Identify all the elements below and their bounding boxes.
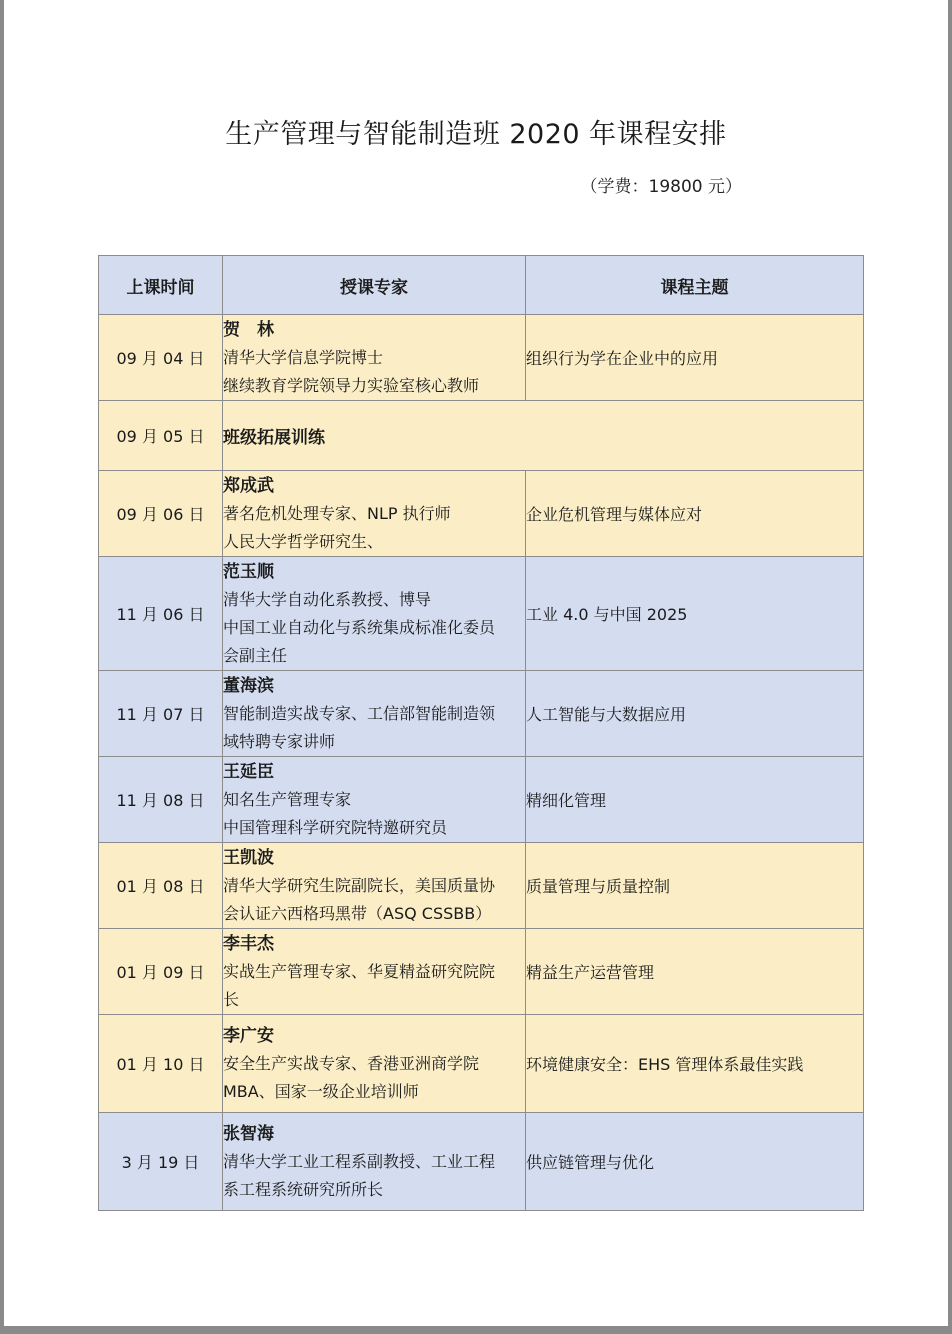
table-row (99, 843, 864, 929)
header-expert: 授课专家 (223, 256, 526, 315)
page-title: 生产管理与智能制造班 2020 年课程安排 (225, 119, 727, 150)
table-row (99, 471, 864, 557)
table-row (99, 1113, 864, 1211)
course-schedule-table (98, 255, 864, 1211)
row-topic: 供应链管理与优化 (526, 1113, 864, 1211)
row-expert (223, 1015, 526, 1113)
expert-description: 智能制造实战专家、工信部智能制造领 域特聘专家讲师 (223, 703, 496, 751)
tuition-fee: （学费：19800 元） (580, 177, 742, 197)
row-date: 3 月 19 日 (99, 1113, 223, 1211)
row-expert (223, 843, 526, 929)
table-header-row (99, 256, 864, 315)
row-expert (223, 1113, 526, 1211)
row-topic: 工业 4.0 与中国 2025 (526, 557, 864, 671)
table-row (99, 671, 864, 757)
expert-description: 清华大学自动化系教授、博导 中国工业自动化与系统集成标准化委员 会副主任 (223, 589, 496, 665)
table-row (99, 315, 864, 401)
expert-name: 董海滨 (223, 675, 274, 696)
row-topic: 企业危机管理与媒体应对 (526, 471, 864, 557)
table-row (99, 401, 864, 471)
row-topic: 精益生产运营管理 (526, 929, 864, 1015)
expert-description: 实战生产管理专家、华夏精益研究院院 长 (223, 961, 496, 1009)
row-expert (223, 557, 526, 671)
row-expert (223, 315, 526, 401)
row-date: 11 月 06 日 (99, 557, 223, 671)
row-date: 01 月 08 日 (99, 843, 223, 929)
row-topic: 质量管理与质量控制 (526, 843, 864, 929)
row-expert (223, 929, 526, 1015)
expert-name: 王延臣 (223, 761, 274, 782)
row-date: 09 月 06 日 (99, 471, 223, 557)
expert-description: 清华大学信息学院博士 继续教育学院领导力实验室核心教师 (223, 347, 480, 395)
expert-description: 安全生产实战专家、香港亚洲商学院 MBA、国家一级企业培训师 (223, 1053, 480, 1101)
expert-name: 范玉顺 (223, 561, 274, 582)
row-date: 09 月 05 日 (99, 401, 223, 471)
table-row (99, 1015, 864, 1113)
row-date: 11 月 08 日 (99, 757, 223, 843)
expert-name: 张智海 (223, 1123, 274, 1144)
row-expert (223, 671, 526, 757)
expert-description: 知名生产管理专家 中国管理科学研究院特邀研究员 (223, 789, 448, 837)
expert-name: 李广安 (223, 1025, 274, 1046)
row-date: 09 月 04 日 (99, 315, 223, 401)
document-page (4, 0, 948, 1326)
row-date: 11 月 07 日 (99, 671, 223, 757)
expert-name: 李丰杰 (223, 933, 274, 954)
table-row (99, 557, 864, 671)
row-topic: 组织行为学在企业中的应用 (526, 315, 864, 401)
expert-name: 贺 林 (223, 319, 274, 340)
header-topic: 课程主题 (526, 256, 864, 315)
header-date: 上课时间 (99, 256, 223, 315)
row-topic: 环境健康安全：EHS 管理体系最佳实践 (526, 1015, 864, 1113)
table-row (99, 929, 864, 1015)
expert-description: 清华大学工业工程系副教授、工业工程 系工程系统研究所所长 (223, 1151, 496, 1199)
row-topic: 精细化管理 (526, 757, 864, 843)
row-topic: 人工智能与大数据应用 (526, 671, 864, 757)
expert-name: 王凯波 (223, 847, 274, 868)
expert-description: 著名危机处理专家、NLP 执行师 人民大学哲学研究生、 (223, 503, 451, 551)
row-expert (223, 471, 526, 557)
row-date: 01 月 10 日 (99, 1015, 223, 1113)
table-row (99, 757, 864, 843)
row-activity: 班级拓展训练 (223, 401, 864, 471)
row-date: 01 月 09 日 (99, 929, 223, 1015)
row-expert (223, 757, 526, 843)
expert-name: 郑成武 (223, 475, 274, 496)
expert-description: 清华大学研究生院副院长，美国质量协 会认证六西格玛黑带（ASQ CSSBB） (223, 875, 496, 923)
